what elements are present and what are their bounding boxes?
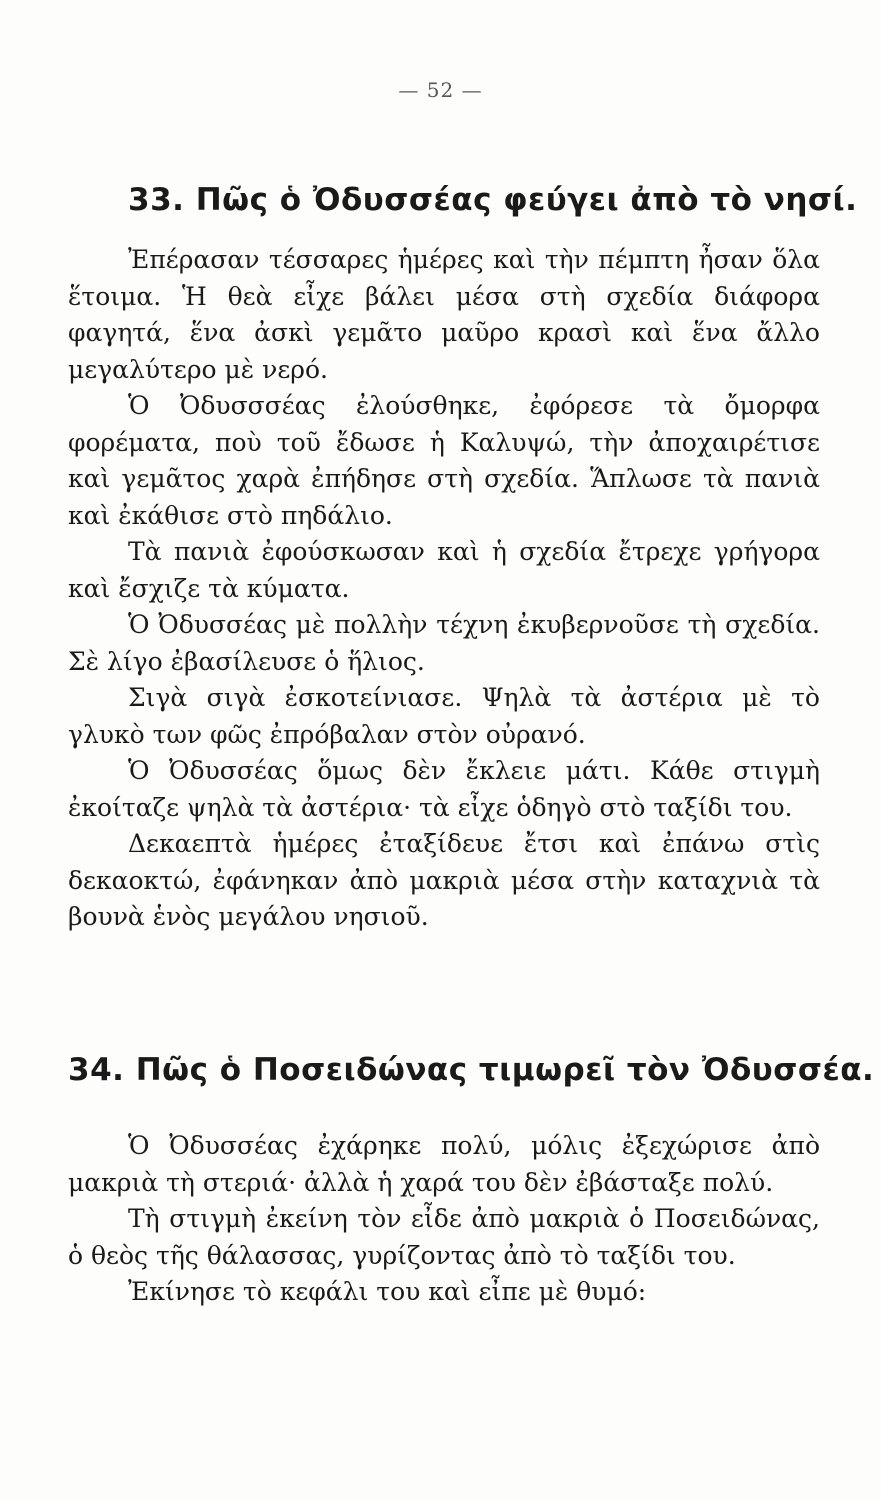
paragraph: Δεκαεπτὰ ἡμέρες ἐταξίδευε ἔτσι καὶ ἐπάνω στὶς δεκαοκτώ, ἐφάνηκαν ἀπὸ μακριὰ μέσα στὴν καταχνιὰ τὰ βουνὰ ἑνὸς μεγάλου νησιοῦ. (68, 829, 820, 931)
paragraph: Ὁ Ὀδυσσέας ἐχάρηκε πολύ, μόλις ἐξεχώρισε ἀπὸ μακριὰ τὴ στεριά· ἀλλὰ ἡ χαρά του δὲν ἐβάσταξε πολύ. (68, 1131, 820, 1197)
paragraph: Ὁ Ὀδυσσέας μὲ πολλὴν τέχνη ἐκυβερνοῦσε τὴ σχεδία. Σὲ λίγο ἐβασίλευσε ὁ ἥλιος. (68, 610, 820, 676)
paragraph: Ἐπέρασαν τέσσαρες ἡμέρες καὶ τὴν πέμπτη ἦσαν ὅλα ἕτοιμα. Ἡ θεὰ εἶχε βάλει μέσα στὴ σχεδία διάφορα φαγητά, ἕνα ἀσκὶ γεμᾶτο μαῦρο κρασὶ καὶ ἕνα ἄλλο μεγαλύτερο μὲ νερό. (68, 245, 820, 384)
chapter-34 (68, 1052, 875, 1311)
chapter-34-body (68, 1128, 820, 1311)
chapter-34-title: 34. Πῶς ὁ Ποσειδώνας τιμωρεῖ τὸν Ὀδυσσέα. (68, 1052, 875, 1088)
paragraph: Σιγὰ σιγὰ ἐσκοτείνιασε. Ψηλὰ τὰ ἀστέρια μὲ τὸ γλυκὸ των φῶς ἐπρόβαλαν στὸν οὐρανό. (68, 683, 820, 749)
paragraph: Ἐκίνησε τὸ κεφάλι του καὶ εἶπε μὲ θυμό: (128, 1277, 647, 1306)
paragraph: Τὰ πανιὰ ἐφούσκωσαν καὶ ἡ σχεδία ἔτρεχε γρήγορα καὶ ἔσχιζε τὰ κύματα. (68, 537, 820, 603)
page-number: — 52 — (398, 78, 483, 102)
paragraph: Τὴ στιγμὴ ἐκείνη τὸν εἶδε ἀπὸ μακριὰ ὁ Ποσειδώνας, ὁ θεὸς τῆς θάλασσας, γυρίζοντας ἀπὸ τὸ ταξίδι του. (68, 1204, 820, 1270)
paragraph: Ὁ Ὀδυσσέας ὅμως δὲν ἔκλειε μάτι. Κάθε στιγμὴ ἐκοίταζε ψηλὰ τὰ ἀστέρια· τὰ εἶχε ὁδηγὸ στὸ ταξίδι του. (68, 756, 820, 822)
paragraph: Ὁ Ὀδυσσσέας ἐλούσθηκε, ἐφόρεσε τὰ ὄμορφα φορέματα, ποὺ τοῦ ἔδωσε ἡ Καλυψώ, τὴν ἀποχαιρέτισε καὶ γεμᾶτος χαρὰ ἐπήδησε στὴ σχεδία. Ἅπλωσε τὰ πανιὰ καὶ ἐκάθισε στὸ πηδάλιο. (68, 391, 820, 530)
chapter-33 (68, 182, 858, 936)
chapter-33-title: 33. Πῶς ὁ Ὀδυσσέας φεύγει ἀπὸ τὸ νησί. (128, 182, 858, 218)
chapter-33-body (68, 242, 820, 936)
